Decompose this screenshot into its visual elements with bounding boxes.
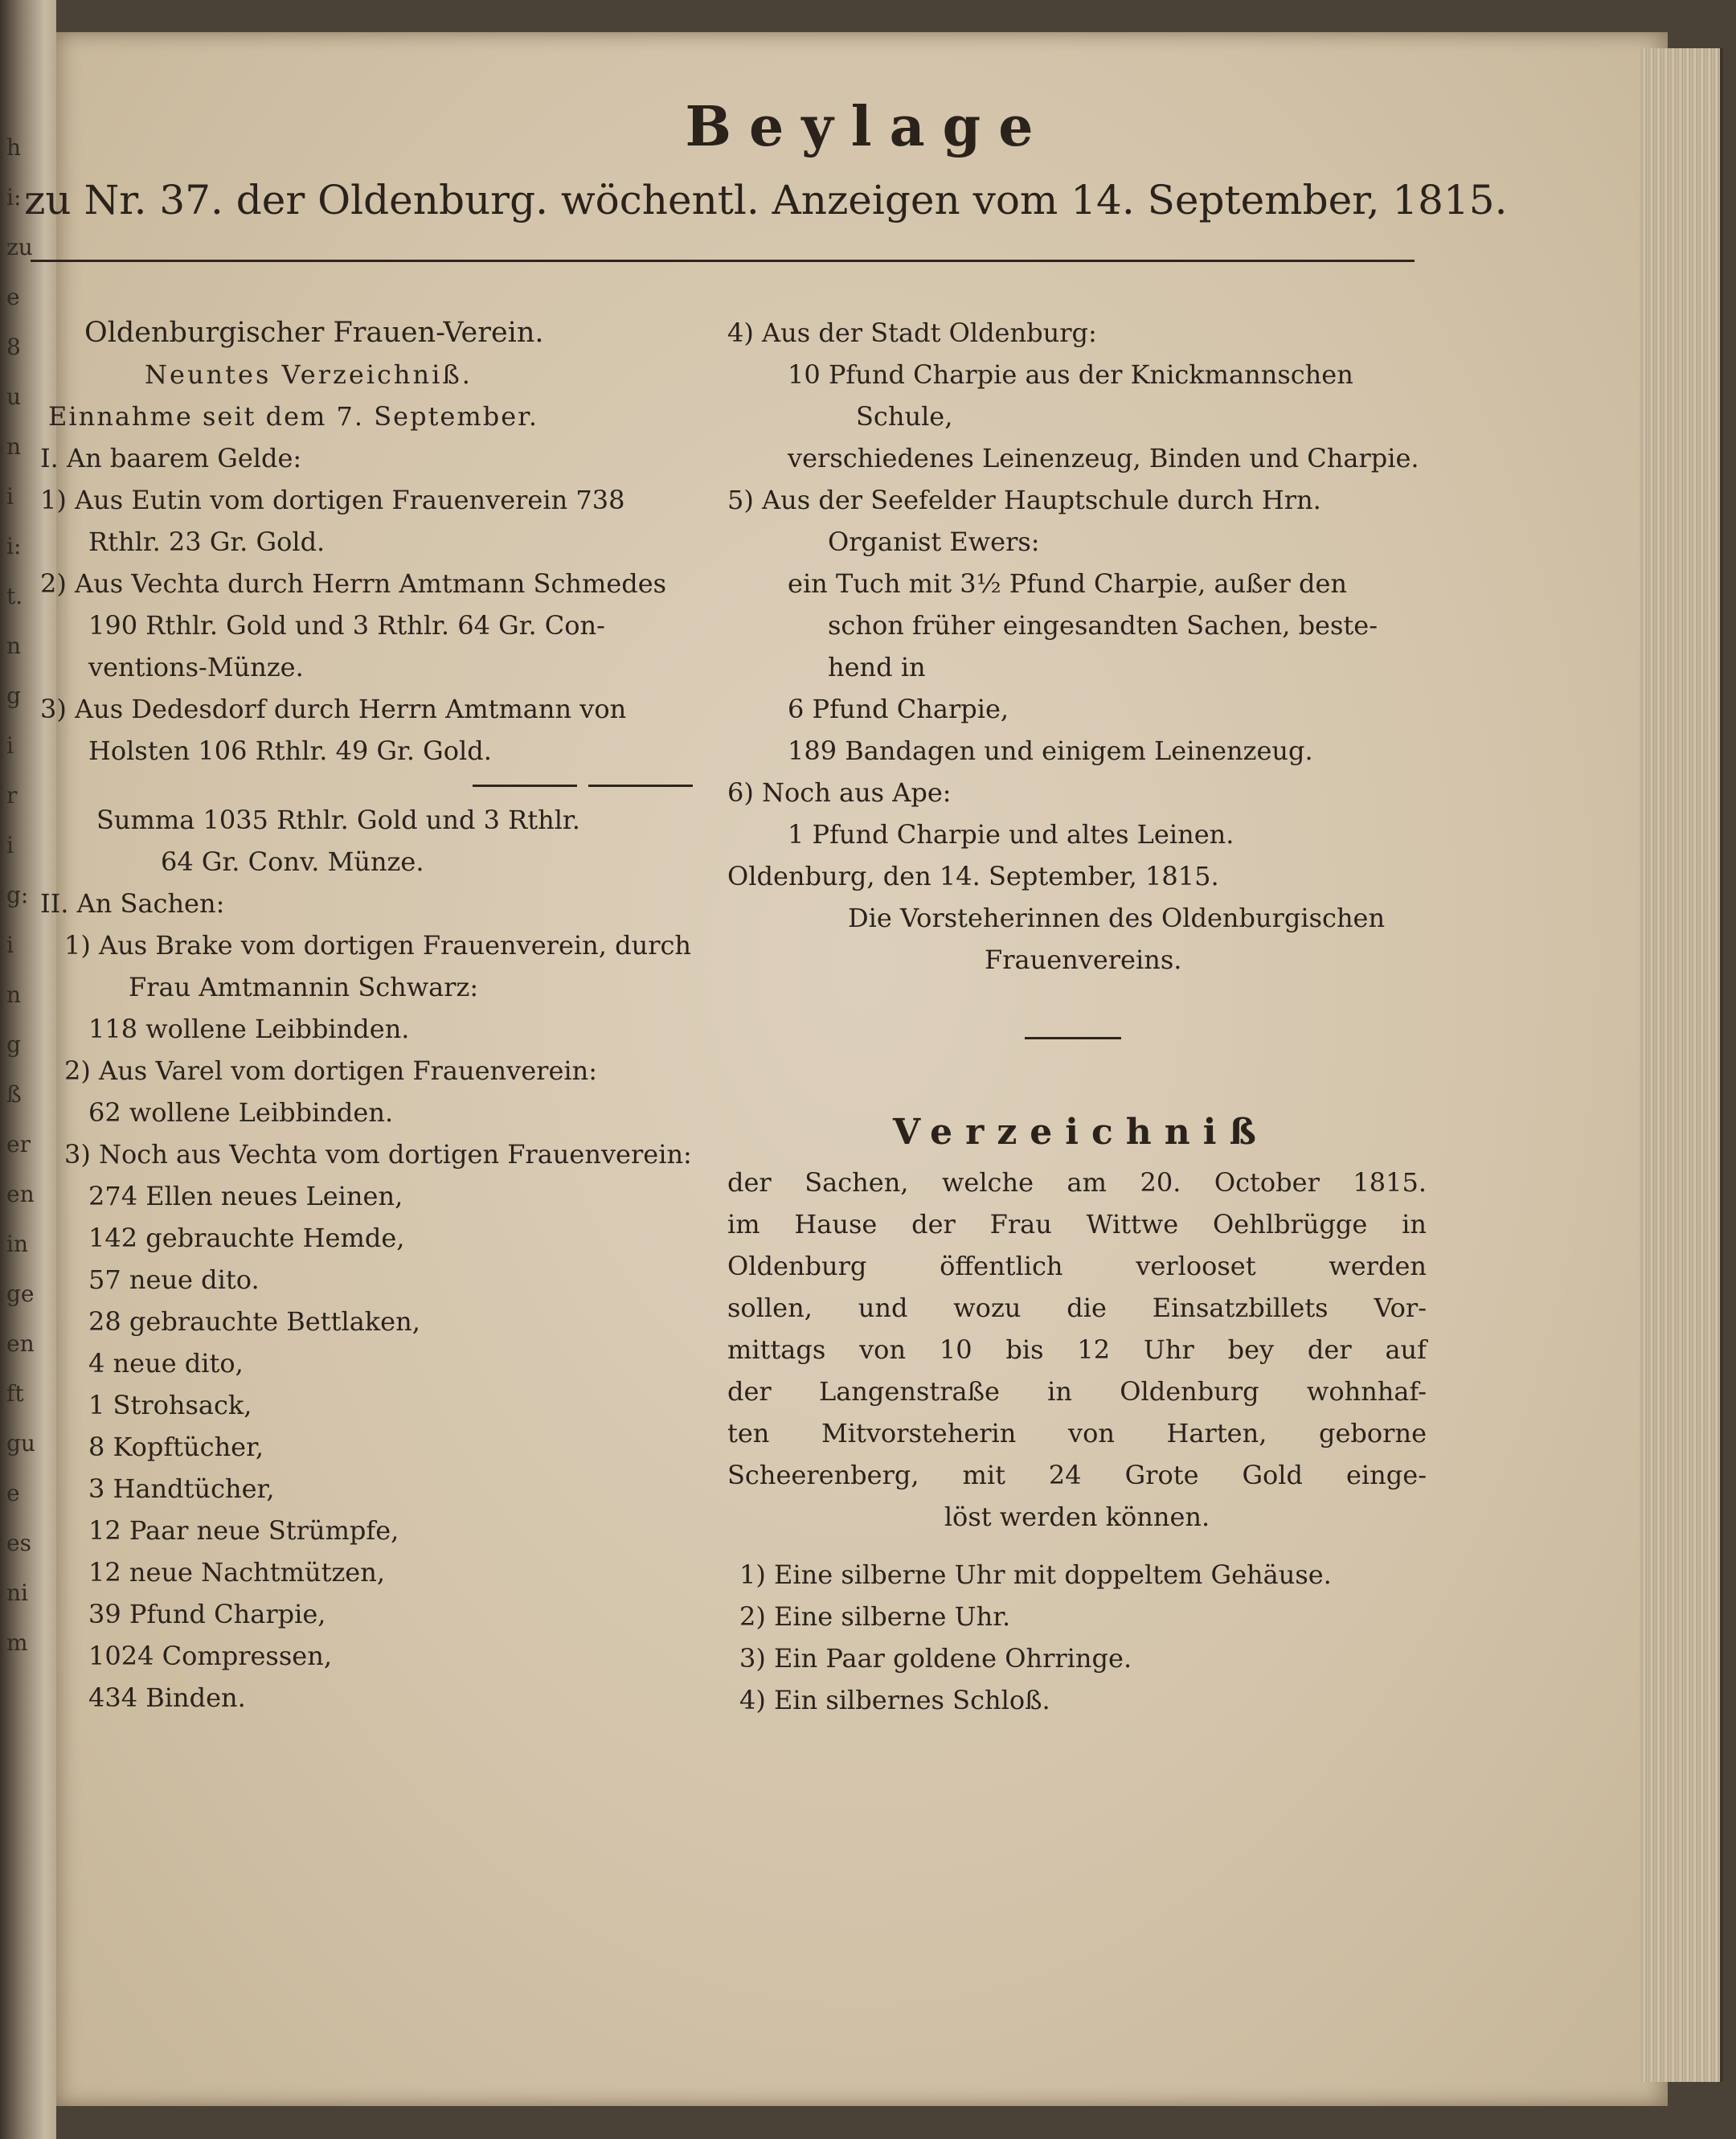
money-item-cont: Rthlr. 23 Gr. Gold.: [88, 527, 326, 557]
right-column: [727, 312, 1435, 1721]
goods-section-title: II. An Sachen:: [40, 888, 225, 919]
facing-page-fragment: 8: [6, 334, 21, 360]
facing-page-fragment: h: [6, 134, 22, 161]
facing-page-fragment: ft: [6, 1380, 24, 1407]
facing-page-fragment: i: [6, 483, 14, 510]
donation-line: 10 Pfund Charpie aus der Knickmannschen: [788, 359, 1353, 390]
facing-page-fragment: e: [6, 1480, 20, 1506]
goods-item-cont: Frau Amtmannin Schwarz:: [129, 972, 479, 1002]
facing-page-fragment: i:: [6, 533, 22, 559]
donation-item: 4) Aus der Stadt Oldenburg:: [727, 318, 1097, 348]
section-heading: Oldenburgischer Frauen-Verein.: [84, 317, 544, 349]
facing-page-fragment: ß: [6, 1081, 22, 1108]
vechta-item: 12 neue Nachtmützen,: [88, 1557, 386, 1588]
signature-line: Die Vorsteherinnen des Oldenburgischen: [848, 903, 1386, 933]
lottery-item: 1) Eine silberne Uhr mit doppeltem Gehäuse.: [739, 1559, 1332, 1590]
facing-page-fragment: ge: [6, 1281, 35, 1307]
lottery-item: 2) Eine silberne Uhr.: [739, 1601, 1011, 1632]
money-item: 3) Aus Dedesdorf durch Herrn Amtmann von: [40, 694, 627, 724]
list-title: Verzeichniß: [893, 1112, 1269, 1153]
page-block-edge: [1640, 48, 1723, 2082]
facing-page-fragment: i:: [6, 184, 22, 211]
facing-page-fragment: g:: [6, 882, 29, 908]
signature-line: Frauenvereins.: [985, 945, 1182, 975]
facing-page-fragment: e: [6, 284, 20, 310]
lottery-item: 3) Ein Paar goldene Ohrringe.: [739, 1643, 1132, 1674]
facing-page-fragment: n: [6, 981, 22, 1008]
donation-line: Schule,: [856, 401, 953, 432]
vechta-item: 28 gebrauchte Bettlaken,: [88, 1306, 420, 1337]
goods-item: 1) Aus Brake vom dortigen Frauenverein, durch: [64, 930, 692, 961]
facing-page-fragment: er: [6, 1131, 31, 1158]
page-subtitle: zu Nr. 37. der Oldenburg. wöchentl. Anzeigen vom 14. September, 1815.: [24, 177, 1508, 223]
list-intro-line: Scheerenberg, mit 24 Grote Gold einge-: [727, 1460, 1427, 1490]
facing-page-fragment: in: [6, 1231, 28, 1257]
intro-line: Einnahme seit dem 7. September.: [48, 401, 539, 432]
facing-page-fragment: g: [6, 682, 21, 709]
facing-page-fragment: r: [6, 782, 18, 809]
vechta-item: 4 neue dito,: [88, 1348, 244, 1379]
money-item-cont: Holsten 106 Rthlr. 49 Gr. Gold.: [88, 736, 492, 766]
donation-line: 6 Pfund Charpie,: [788, 694, 1009, 724]
list-intro-line: der Sachen, welche am 20. October 1815.: [727, 1167, 1427, 1198]
list-intro-line: ten Mitvorsteherin von Harten, geborne: [727, 1418, 1427, 1449]
donation-line: Organist Ewers:: [828, 527, 1040, 557]
donation-line: hend in: [828, 652, 926, 682]
facing-page-fragment: en: [6, 1330, 35, 1357]
facing-page-fragment: i: [6, 832, 14, 858]
donation-line: ein Tuch mit 3½ Pfund Charpie, außer den: [788, 568, 1347, 599]
donation-line: schon früher eingesandten Sachen, beste-: [828, 610, 1378, 641]
facing-page-fragment: t.: [6, 583, 23, 609]
facing-page-fragment: en: [6, 1181, 35, 1207]
vechta-item: 3 Handtücher,: [88, 1473, 275, 1504]
sum-rule: [40, 772, 699, 799]
goods-item: 62 wollene Leibbinden.: [88, 1097, 394, 1128]
vechta-item: 12 Paar neue Strümpfe,: [88, 1515, 399, 1546]
goods-item: 118 wollene Leibbinden.: [88, 1014, 410, 1044]
facing-page-fragment: i: [6, 732, 14, 759]
vechta-item: 39 Pfund Charpie,: [88, 1599, 326, 1629]
vechta-item: 434 Binden.: [88, 1682, 246, 1713]
facing-page-fragment: u: [6, 383, 22, 410]
list-intro-line: der Langenstraße in Oldenburg wohnhaf-: [727, 1376, 1427, 1407]
goods-item: 3) Noch aus Vechta vom dortigen Frauenverein:: [64, 1139, 692, 1170]
vechta-item: 8 Kopftücher,: [88, 1432, 264, 1462]
facing-page-fragment: es: [6, 1530, 31, 1556]
header-rule: [31, 260, 1415, 262]
dateline: Oldenburg, den 14. September, 1815.: [727, 861, 1219, 891]
page-title: Beylage: [685, 95, 1051, 159]
left-column: [40, 312, 699, 1719]
facing-page-fragment: i: [6, 932, 14, 958]
vechta-item: 1 Strohsack,: [88, 1390, 252, 1420]
donation-line: 1 Pfund Charpie und altes Leinen.: [788, 819, 1234, 850]
money-item-cont: 190 Rthlr. Gold und 3 Rthlr. 64 Gr. Con-: [88, 610, 605, 641]
facing-page-fragment: n: [6, 433, 22, 460]
facing-page-fragment: zu: [6, 234, 33, 260]
section-subheading: Neuntes Verzeichniß.: [145, 359, 473, 390]
list-intro-line: Oldenburg öffentlich verlooset werden: [727, 1251, 1427, 1281]
summa-line: Summa 1035 Rthlr. Gold und 3 Rthlr.: [96, 805, 580, 835]
vechta-item: 1024 Compressen,: [88, 1641, 332, 1671]
donation-item: 5) Aus der Seefelder Hauptschule durch Hrn.: [727, 485, 1321, 515]
donation-line: verschiedenes Leinenzeug, Binden und Charpie.: [788, 443, 1419, 473]
donation-line: 189 Bandagen und einigem Leinenzeug.: [788, 736, 1313, 766]
list-intro-line: sollen, und wozu die Einsatzbillets Vor-: [727, 1293, 1427, 1323]
list-intro-line: mittags von 10 bis 12 Uhr bey der auf: [727, 1334, 1427, 1365]
money-item: 2) Aus Vechta durch Herrn Amtmann Schmedes: [40, 568, 667, 599]
summa-line: 64 Gr. Conv. Münze.: [161, 846, 424, 877]
goods-item: 2) Aus Varel vom dortigen Frauenverein:: [64, 1055, 598, 1086]
money-item-cont: ventions-Münze.: [88, 652, 304, 682]
vechta-item: 142 gebrauchte Hemde,: [88, 1223, 405, 1253]
vechta-item: 57 neue dito.: [88, 1264, 260, 1295]
donation-item: 6) Noch aus Ape:: [727, 777, 952, 808]
money-item: 1) Aus Eutin vom dortigen Frauenverein 738: [40, 485, 625, 515]
facing-page-fragment: m: [6, 1629, 28, 1656]
vechta-item: 274 Ellen neues Leinen,: [88, 1181, 403, 1211]
facing-page-fragment: gu: [6, 1430, 35, 1457]
facing-page-fragment: n: [6, 633, 22, 659]
facing-page-fragment: ni: [6, 1580, 28, 1606]
list-intro-line: löst werden können.: [944, 1502, 1210, 1532]
lottery-item: 4) Ein silbernes Schloß.: [739, 1685, 1050, 1715]
list-intro-line: im Hause der Frau Wittwe Oehlbrügge in: [727, 1209, 1427, 1240]
money-section-title: I. An baarem Gelde:: [40, 443, 302, 473]
facing-page-fragment: g: [6, 1031, 21, 1058]
